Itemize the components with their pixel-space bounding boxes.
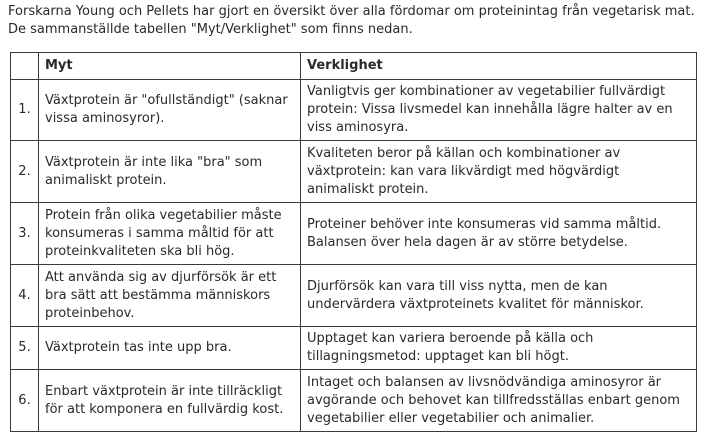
myth-cell: Protein från olika vegetabilier måste konsumeras i samma måltid för att proteinkvaliteten ska bli hög. xyxy=(39,203,301,265)
reality-cell: Proteiner behöver inte konsumeras vid samma måltid. Balansen över hela dagen är av större betydelse. xyxy=(301,203,697,265)
table-row xyxy=(11,370,697,432)
header-number xyxy=(11,53,39,80)
row-number: 1. xyxy=(11,80,39,141)
table-row xyxy=(11,203,697,265)
table-row xyxy=(11,265,697,327)
reality-cell: Upptaget kan variera beroende på källa och tillagningsmetod: upptaget kan bli högt. xyxy=(301,327,697,370)
row-number: 2. xyxy=(11,141,39,203)
table-row xyxy=(11,327,697,370)
myth-cell: Växtprotein är "ofullständigt" (saknar vissa aminosyror). xyxy=(39,80,301,141)
myth-cell: Att använda sig av djurförsök är ett bra sätt att bestämma människors proteinbehov. xyxy=(39,265,301,327)
intro-paragraph: Forskarna Young och Pellets har gjort en översikt över alla fördomar om proteinintag från vegetarisk mat. De sammanställde tabellen "Myt/Verklighet" som finns nedan. xyxy=(8,4,695,37)
header-reality: Verklighet xyxy=(301,53,697,80)
reality-cell: Djurförsök kan vara till viss nytta, men de kan undervärdera växtproteinets kvalitet för människor. xyxy=(301,265,697,327)
row-number: 5. xyxy=(11,327,39,370)
table-header-row xyxy=(11,53,697,80)
myth-cell: Växtprotein är inte lika "bra" som animaliskt protein. xyxy=(39,141,301,203)
table-row xyxy=(11,80,697,141)
row-number: 4. xyxy=(11,265,39,327)
myth-cell: Växtprotein tas inte upp bra. xyxy=(39,327,301,370)
row-number: 6. xyxy=(11,370,39,432)
myth-reality-table xyxy=(10,52,697,432)
table-row xyxy=(11,141,697,203)
reality-cell: Kvaliteten beror på källan och kombinationer av växtprotein: kan vara likvärdigt med högvärdigt animaliskt protein. xyxy=(301,141,697,203)
reality-cell: Intaget och balansen av livsnödvändiga aminosyror är avgörande och behovet kan tillfredsställas enbart genom vegetabilier eller vegetabilier och animalier. xyxy=(301,370,697,432)
reality-cell: Vanligtvis ger kombinationer av vegetabilier fullvärdigt protein: Vissa livsmedel kan innehålla lägre halter av en viss aminosyra. xyxy=(301,80,697,141)
header-myth: Myt xyxy=(39,53,301,80)
myth-cell: Enbart växtprotein är inte tillräckligt för att komponera en fullvärdig kost. xyxy=(39,370,301,432)
row-number: 3. xyxy=(11,203,39,265)
